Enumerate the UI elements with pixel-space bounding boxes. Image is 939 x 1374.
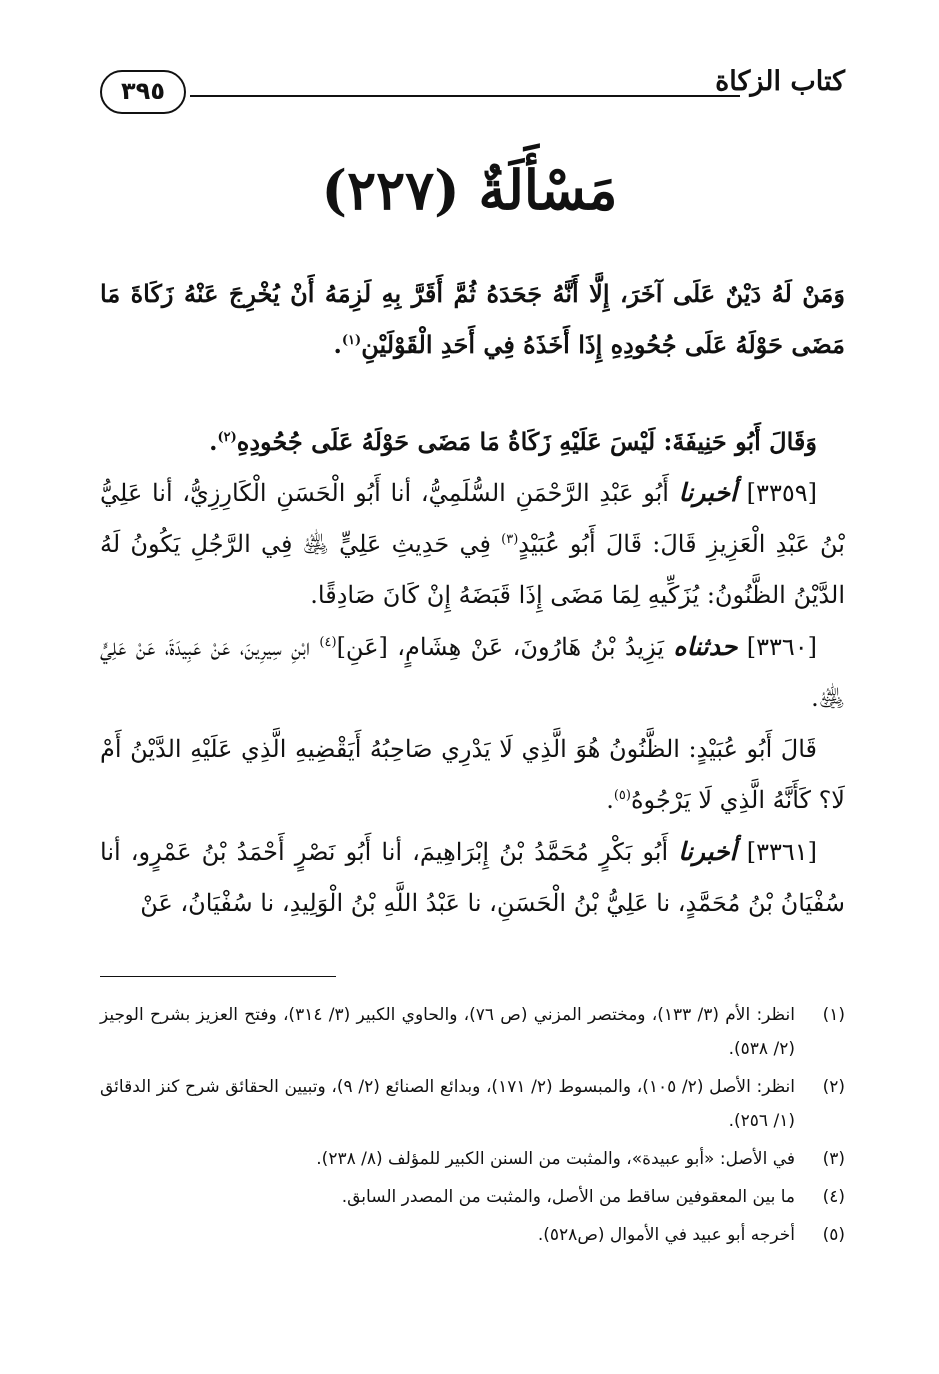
narration-3360 bbox=[100, 621, 845, 724]
footnote-text: في الأصل: «أبو عبيدة»، والمثبت من السنن الكبير للمؤلف (٨/ ٢٣٨). bbox=[316, 1149, 795, 1169]
matn-paragraph: وَمَنْ لَهُ دَيْنٌ عَلَى آخَرَ، إِلَّا أَنَّهُ جَحَدَهُ ثُمَّ أَقَرَّ بِهِ لَزِمَهُ أَنْ يُخْرِجَ عَنْهُ زَكَاةَ مَا مَضَى حَوْلَهُ عَلَى جُحُودِهِ إِذَا أَخَذَهُ فِي أَحَدِ الْقَوْلَيْنِ$^{(١)}$. bbox=[100, 279, 845, 359]
footnote-number: (٣) bbox=[822, 1149, 845, 1169]
main-text bbox=[100, 268, 845, 929]
footnote-number: (٥) bbox=[822, 1225, 845, 1245]
footnote-ref-5: (٥) bbox=[613, 788, 631, 803]
narration-number: [٣٣٦٠] bbox=[746, 633, 818, 661]
footnote-item bbox=[100, 998, 845, 1066]
footnote-number: (١) bbox=[822, 1005, 845, 1025]
footnote-number: (٢) bbox=[822, 1077, 845, 1097]
footnote-item bbox=[100, 1142, 845, 1176]
narration-number: [٣٣٦١] bbox=[746, 838, 817, 866]
footnote-text: أخرجه أبو عبيد في الأموال (ص٥٢٨). bbox=[537, 1225, 795, 1245]
matn-text: وَمَنْ لَهُ دَيْنٌ عَلَى آخَرَ، إِلَّا أَنَّهُ جَحَدَهُ ثُمَّ أَقَرَّ بِهِ لَزِمَهُ أَنْ يُخْرِجَ عَنْهُ زَكَاةَ مَا مَضَى حَوْلَهُ عَلَى جُحُودِهِ إِذَا أَخَذَهُ فِي أَحَدِ الْقَوْلَيْنِ bbox=[100, 279, 845, 359]
footnote-ref-3: (٣) bbox=[501, 532, 519, 547]
narration-keyword: أخبرنا bbox=[678, 837, 737, 866]
narration-3361 bbox=[100, 826, 845, 929]
footnote-ref-4: (٤) bbox=[319, 635, 337, 650]
hanafi-paragraph bbox=[100, 416, 845, 467]
narration-text-cont: فِي حَدِيثِ عَلِيٍّ ﵁ فِي الرَّجُلِ يَكُونُ لَهُ الدَّيْنُ الظَّنُونُ: يُزَكِّيهِ لِمَا مَضَى إِذَا قَبَضَهُ إِنْ كَانَ صَادِقًا. bbox=[100, 530, 845, 609]
footnote-number: (٤) bbox=[822, 1187, 845, 1207]
abu-ubayd-paragraph bbox=[100, 724, 845, 826]
abu-ubayd-end: . bbox=[606, 786, 614, 814]
footnote-item bbox=[100, 1180, 845, 1214]
footnote-text: انظر: الأصل (٢/ ١٠٥)، والمبسوط (٢/ ١٧١)، وبدائع الصنائع (٢/ ٩)، وتبيين الحقائق شرح كنز الدقائق (١/ ٢٥٦). bbox=[100, 1077, 796, 1131]
footnote-ref-1: (١) bbox=[341, 333, 362, 348]
narration-keyword: حدثناه bbox=[673, 632, 738, 661]
narration-number: [٣٣٥٩] bbox=[746, 479, 817, 507]
footnote-ref-2: (٢) bbox=[217, 430, 237, 445]
footnote-item bbox=[100, 1218, 845, 1252]
narration-text: يَزِيدُ بْنُ هَارُونَ، عَنْ هِشَامٍ، [عَنِ] bbox=[336, 633, 665, 661]
footnote-text: انظر: الأم (٣/ ١٣٣)، ومختصر المزني (ص ٧٦)، والحاوي الكبير (٣/ ٣١٤)، وفتح العزيز بشرح الوجيز (٢/ ٥٣٨). bbox=[100, 1005, 795, 1059]
footnote-text: ما بين المعقوفين ساقط من الأصل، والمثبت من المصدر السابق. bbox=[341, 1187, 795, 1207]
issue-title: مَسْأَلَةٌ (٢٢٧) bbox=[321, 158, 618, 222]
narration-text-cont: ابْنِ سِيرِينَ، عَنْ عَبِيدَةَ، عَنْ عَلِيٍّ ﵁. bbox=[100, 633, 845, 712]
hanafi-text: وَقَالَ أَبُو حَنِيفَةَ: لَيْسَ عَلَيْهِ زَكَاةُ مَا مَضَى حَوْلَهُ عَلَى جُحُودِهِ bbox=[236, 427, 817, 456]
footnotes bbox=[100, 998, 845, 1256]
footnote-item bbox=[100, 1070, 845, 1138]
header-rule bbox=[190, 95, 740, 97]
narration-text: أَبُو عَبْدِ الرَّحْمَنِ السُّلَمِيُّ، أنا أَبُو الْحَسَنِ الْكَارِزِيُّ، أنا عَلِيُّ بْنُ عَبْدِ الْعَزِيزِ قَالَ: قَالَ أَبُو عُبَيْدٍ bbox=[100, 479, 845, 558]
page-header bbox=[100, 62, 845, 122]
hanafi-end: . bbox=[209, 427, 218, 456]
abu-ubayd-text: قَالَ أَبُو عُبَيْدٍ: الظَّنُونُ هُوَ الَّذِي لَا يَدْرِي صَاحِبُهُ أَيَقْضِيهِ الَّذِي عَلَيْهِ الدَّيْنُ أَمْ لَا؟ كَأَنَّهُ الَّذِي لَا يَرْجُوهُ bbox=[100, 735, 845, 814]
narration-text: أَبُو بَكْرٍ مُحَمَّدُ بْنُ إِبْرَاهِيمَ، أنا أَبُو نَصْرٍ أَحْمَدُ بْنُ عَمْرٍو، أنا سُفْيَانُ بْنُ مُحَمَّدٍ، نا عَلِيُّ بْنُ الْحَسَنِ، نا عَبْدُ اللَّهِ بْنُ الْوَلِيدِ، نا سُفْيَانُ، عَنْ bbox=[100, 838, 845, 917]
running-head-book-title: كتاب الزكاة bbox=[715, 66, 845, 97]
narration-keyword: أخبرنا bbox=[678, 478, 737, 507]
footnote-separator bbox=[100, 976, 336, 977]
page-number: ٣٩٥ bbox=[100, 70, 186, 114]
narration-3359 bbox=[100, 467, 845, 621]
